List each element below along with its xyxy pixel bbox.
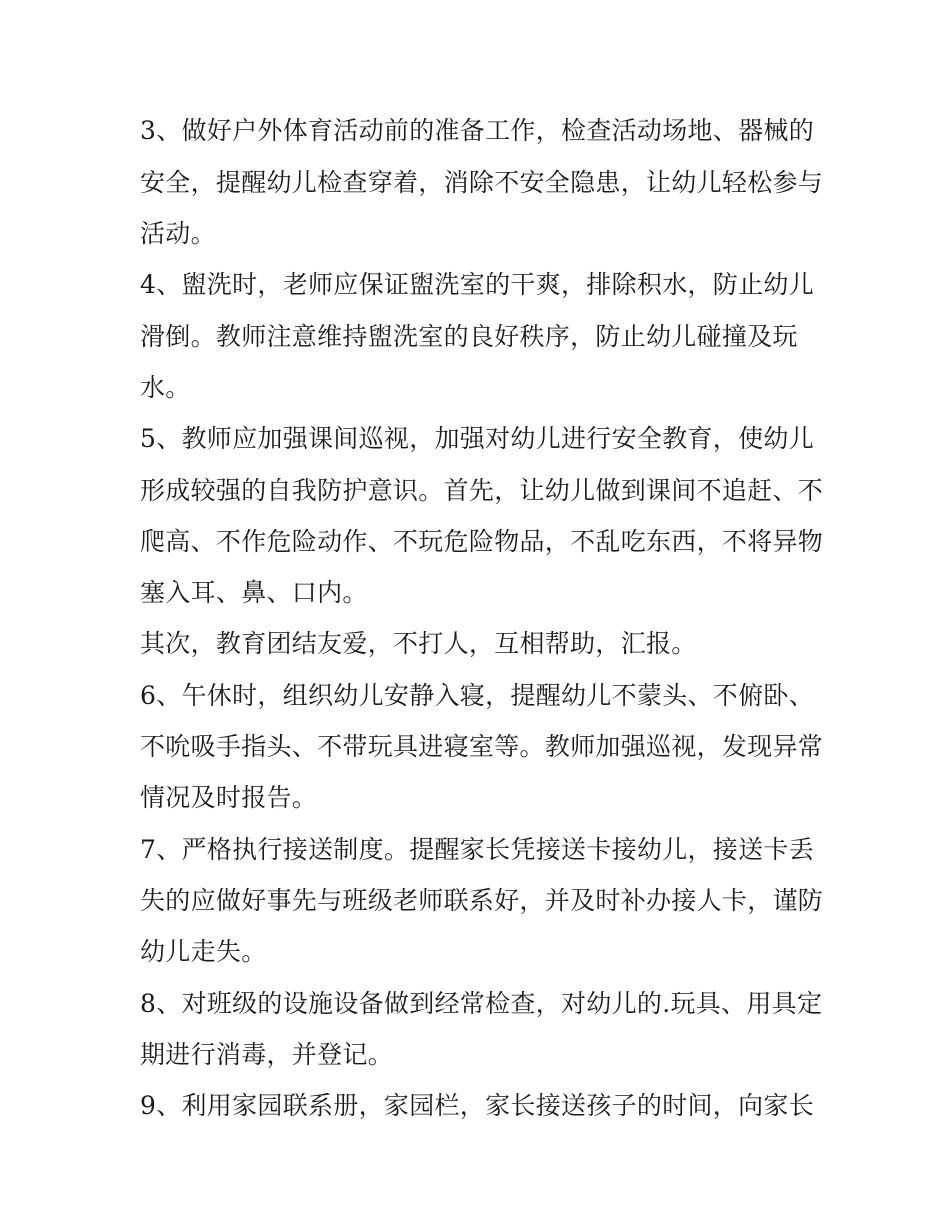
- text-line: 9、利用家园联系册，家园栏，家长接送孩子的时间，向家长: [140, 1091, 815, 1120]
- text-line: 8、对班级的设施设备做到经常检查，对幼儿的.玩具、用具定: [140, 989, 823, 1018]
- text-line: 滑倒。教师注意维持盥洗室的良好秩序，防止幼儿碰撞及玩: [140, 322, 798, 351]
- text-line: 安全，提醒幼儿检查穿着，消除不安全隐患，让幼儿轻松参与: [140, 168, 824, 197]
- text-line: 其次，教育团结友爱，不打人，互相帮助，汇报。: [140, 629, 697, 658]
- text-line: 不吮吸手指头、不带玩具进寝室等。教师加强巡视，发现异常: [140, 732, 824, 761]
- text-line: 幼儿走失。: [140, 937, 267, 966]
- text-line: 爬高、不作危险动作、不玩危险物品，不乱吃东西，不将异物: [140, 527, 824, 556]
- text-line: 6、午休时，组织幼儿安静入寝，提醒幼儿不蒙头、不俯卧、: [140, 681, 815, 710]
- text-line: 期进行消毒，并登记。: [140, 1040, 394, 1069]
- text-line: 情况及时报告。: [140, 783, 318, 812]
- text-line: 水。: [140, 373, 191, 402]
- text-line: 7、严格执行接送制度。提醒家长凭接送卡接幼儿，接送卡丢: [140, 835, 815, 864]
- text-line: 形成较强的自我防护意识。首先，让幼儿做到课间不追赶、不: [140, 476, 824, 505]
- text-line: 失的应做好事先与班级老师联系好，并及时补办接人卡，谨防: [140, 886, 824, 915]
- text-line: 塞入耳、鼻、口内。: [140, 578, 368, 607]
- text-line: 4、盥洗时，老师应保证盥洗室的干爽，排除积水，防止幼儿: [140, 270, 815, 299]
- text-line: 3、做好户外体育活动前的准备工作，检查活动场地、器械的: [140, 116, 815, 145]
- text-line: 活动。: [140, 219, 216, 248]
- text-line: 5、教师应加强课间巡视，加强对幼儿进行安全教育，使幼儿: [140, 424, 815, 453]
